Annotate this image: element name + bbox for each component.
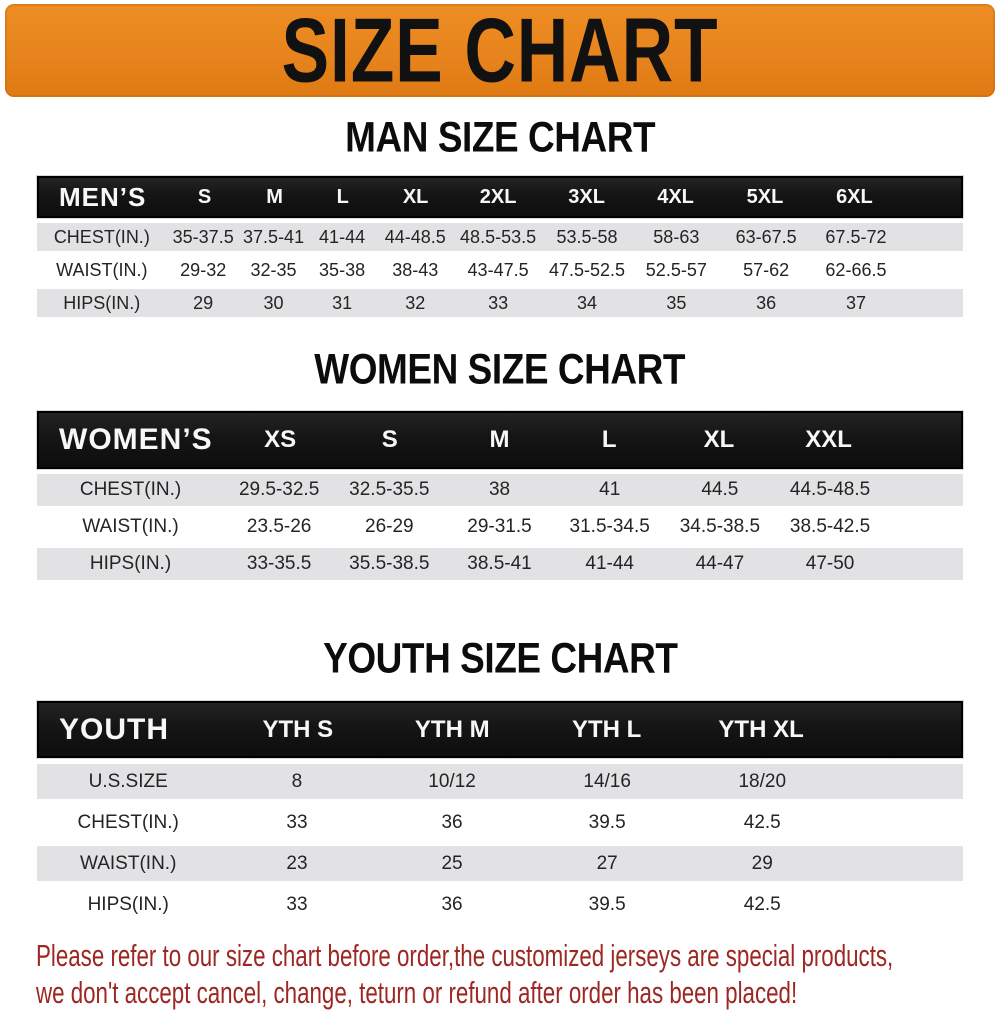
- women-chest-in-value-m: 38: [488, 479, 511, 500]
- youth-row-hips-in: [37, 887, 963, 922]
- men-chest-in-value-4xl: 58-63: [653, 226, 700, 247]
- men-size-column-m: M: [266, 185, 283, 208]
- men-row-chest-in: [37, 223, 963, 251]
- women-waist-in-value-s: 26-29: [365, 516, 414, 537]
- youth-u-s-size-value-yth-xl: 18/20: [738, 770, 787, 792]
- men-chest-in-value-6xl: 67.5-72: [825, 226, 887, 247]
- youth-chest-in-value-yth-m: 36: [441, 811, 463, 833]
- youth-row-label-waist-in: WAIST(IN.): [80, 852, 177, 874]
- men-waist-in-value-6xl: 62-66.5: [825, 259, 887, 280]
- men-size-column-l: L: [336, 185, 349, 208]
- men-hips-in-value-l: 31: [332, 292, 353, 313]
- women-hips-in-value-xs: 33-35.5: [246, 553, 312, 574]
- women-hips-in-value-s: 35.5-38.5: [349, 553, 430, 574]
- youth-chest-in-value-yth-l: 39.5: [588, 811, 626, 833]
- men-waist-in-value-m: 32-35: [250, 259, 297, 280]
- women-size-column-xxl: XXL: [805, 426, 852, 453]
- men-row-label-chest-in: CHEST(IN.): [53, 226, 150, 247]
- men-table-header-row: [37, 176, 963, 218]
- youth-waist-in-value-yth-l: 27: [596, 852, 618, 874]
- section-men: [0, 112, 1000, 317]
- women-row-label-waist-in: WAIST(IN.): [82, 516, 179, 537]
- women-size-column-s: S: [381, 426, 398, 453]
- men-size-column-5xl: 5XL: [746, 185, 784, 208]
- youth-row-u-s-size: [37, 764, 963, 799]
- men-section-heading: [0, 112, 1000, 166]
- youth-hips-in-value-yth-s: 33: [286, 893, 308, 915]
- men-hips-in-value-s: 29: [193, 292, 214, 313]
- youth-waist-in-value-yth-m: 25: [441, 852, 463, 874]
- disclaimer-line-2: we don't accept cancel, change, teturn or refund after order has been placed!: [36, 975, 798, 1010]
- women-waist-in-value-m: 29-31.5: [467, 516, 532, 537]
- women-chest-in-value-l: 41: [599, 479, 621, 500]
- youth-hips-in-value-yth-l: 39.5: [588, 893, 626, 915]
- women-waist-in-value-l: 31.5-34.5: [569, 516, 650, 537]
- men-hips-in-value-5xl: 36: [756, 292, 777, 313]
- women-row-waist-in: [37, 511, 963, 543]
- men-chest-in-value-xl: 44-48.5: [384, 226, 446, 247]
- men-size-column-2xl: 2XL: [479, 185, 517, 208]
- youth-u-s-size-value-yth-l: 14/16: [583, 770, 631, 792]
- women-size-table: [37, 411, 963, 580]
- men-hips-in-value-3xl: 34: [576, 292, 597, 313]
- men-waist-in-value-s: 29-32: [180, 259, 227, 280]
- men-table-title: MEN’S: [59, 181, 147, 212]
- men-hips-in-value-4xl: 35: [666, 292, 687, 313]
- men-waist-in-value-5xl: 57-62: [743, 259, 790, 280]
- youth-table-header-row: [37, 701, 963, 758]
- youth-hips-in-value-yth-m: 36: [441, 893, 463, 915]
- women-table-header-row: [37, 411, 963, 469]
- women-chest-in-value-xxl: 44.5-48.5: [789, 479, 871, 500]
- men-chest-in-value-m: 37.5-41: [243, 226, 305, 247]
- men-size-column-s: S: [197, 185, 212, 208]
- women-hips-in-value-l: 41-44: [585, 553, 634, 574]
- banner-title: SIZE CHART: [281, 0, 719, 101]
- youth-row-label-hips-in: HIPS(IN.): [87, 893, 169, 915]
- women-waist-in-value-xs: 23.5-26: [246, 516, 312, 537]
- women-waist-in-value-xl: 34.5-38.5: [679, 516, 761, 537]
- women-hips-in-value-xxl: 47-50: [805, 553, 855, 574]
- men-row-hips-in: [37, 289, 963, 317]
- men-chest-in-value-s: 35-37.5: [172, 226, 234, 247]
- women-hips-in-value-m: 38.5-41: [467, 553, 532, 574]
- women-row-chest-in: [37, 474, 963, 506]
- youth-size-column-yth-xl: YTH XL: [718, 715, 804, 743]
- women-waist-in-value-xxl: 38.5-42.5: [789, 516, 871, 537]
- women-chest-in-value-s: 32.5-35.5: [349, 479, 430, 500]
- men-row-label-waist-in: WAIST(IN.): [56, 259, 148, 280]
- women-hips-in-value-xl: 44-47: [695, 553, 745, 574]
- women-chest-in-value-xl: 44.5: [701, 479, 739, 500]
- men-size-column-4xl: 4XL: [657, 185, 694, 208]
- youth-waist-in-value-yth-s: 23: [286, 852, 308, 874]
- men-waist-in-value-xl: 38-43: [392, 259, 439, 280]
- men-hips-in-value-2xl: 33: [488, 292, 509, 313]
- men-size-table: [37, 176, 963, 317]
- men-row-waist-in: [37, 256, 963, 284]
- women-section-heading-text: WOMEN SIZE CHART: [314, 344, 686, 393]
- men-size-column-xl: XL: [402, 185, 429, 208]
- youth-size-column-yth-m: YTH M: [414, 715, 490, 743]
- men-row-label-hips-in: HIPS(IN.): [63, 292, 141, 313]
- youth-chest-in-value-yth-s: 33: [286, 811, 308, 833]
- men-chest-in-value-2xl: 48.5-53.5: [460, 226, 537, 247]
- women-size-column-m: M: [489, 426, 510, 453]
- men-size-column-3xl: 3XL: [568, 185, 605, 208]
- men-waist-in-value-l: 35-38: [319, 259, 366, 280]
- men-waist-in-value-3xl: 47.5-52.5: [548, 259, 625, 280]
- section-youth: [0, 633, 1000, 922]
- men-chest-in-value-l: 41-44: [319, 226, 366, 247]
- youth-table-title: YOUTH: [59, 712, 169, 746]
- men-chest-in-value-5xl: 63-67.5: [735, 226, 797, 247]
- women-section-heading: [0, 344, 1000, 398]
- banner: [5, 0, 995, 101]
- women-table-title: WOMEN’S: [59, 423, 213, 456]
- men-section-heading-text: MAN SIZE CHART: [344, 112, 656, 161]
- men-size-column-6xl: 6XL: [836, 185, 873, 208]
- youth-size-column-yth-l: YTH L: [572, 715, 642, 743]
- men-hips-in-value-m: 30: [263, 292, 284, 313]
- youth-waist-in-value-yth-xl: 29: [751, 852, 773, 874]
- women-chest-in-value-xs: 29.5-32.5: [238, 479, 320, 500]
- section-women: [0, 344, 1000, 580]
- women-size-column-l: L: [601, 426, 617, 453]
- youth-row-waist-in: [37, 846, 963, 881]
- women-row-label-hips-in: HIPS(IN.): [89, 553, 172, 574]
- women-row-hips-in: [37, 548, 963, 580]
- men-hips-in-value-6xl: 37: [845, 292, 866, 313]
- women-size-column-xs: XS: [264, 426, 297, 453]
- men-waist-in-value-4xl: 52.5-57: [645, 259, 707, 280]
- women-size-column-xl: XL: [703, 426, 735, 453]
- youth-chest-in-value-yth-xl: 42.5: [743, 811, 781, 833]
- youth-section-heading-text: YOUTH SIZE CHART: [322, 633, 678, 682]
- youth-size-column-yth-s: YTH S: [262, 715, 334, 743]
- youth-row-chest-in: [37, 805, 963, 840]
- youth-u-s-size-value-yth-m: 10/12: [428, 770, 476, 792]
- disclaimer-line-1: Please refer to our size chart before order,the customized jerseys are special products,: [36, 938, 894, 973]
- youth-hips-in-value-yth-xl: 42.5: [743, 893, 781, 915]
- youth-section-heading: [0, 633, 1000, 687]
- youth-u-s-size-value-yth-s: 8: [291, 770, 303, 792]
- men-chest-in-value-3xl: 53.5-58: [556, 226, 618, 247]
- youth-row-label-u-s-size: U.S.SIZE: [88, 770, 168, 792]
- youth-row-label-chest-in: CHEST(IN.): [77, 811, 179, 833]
- men-waist-in-value-2xl: 43-47.5: [467, 259, 529, 280]
- youth-size-table: [37, 701, 963, 922]
- men-hips-in-value-xl: 32: [405, 292, 426, 313]
- women-row-label-chest-in: CHEST(IN.): [79, 479, 182, 500]
